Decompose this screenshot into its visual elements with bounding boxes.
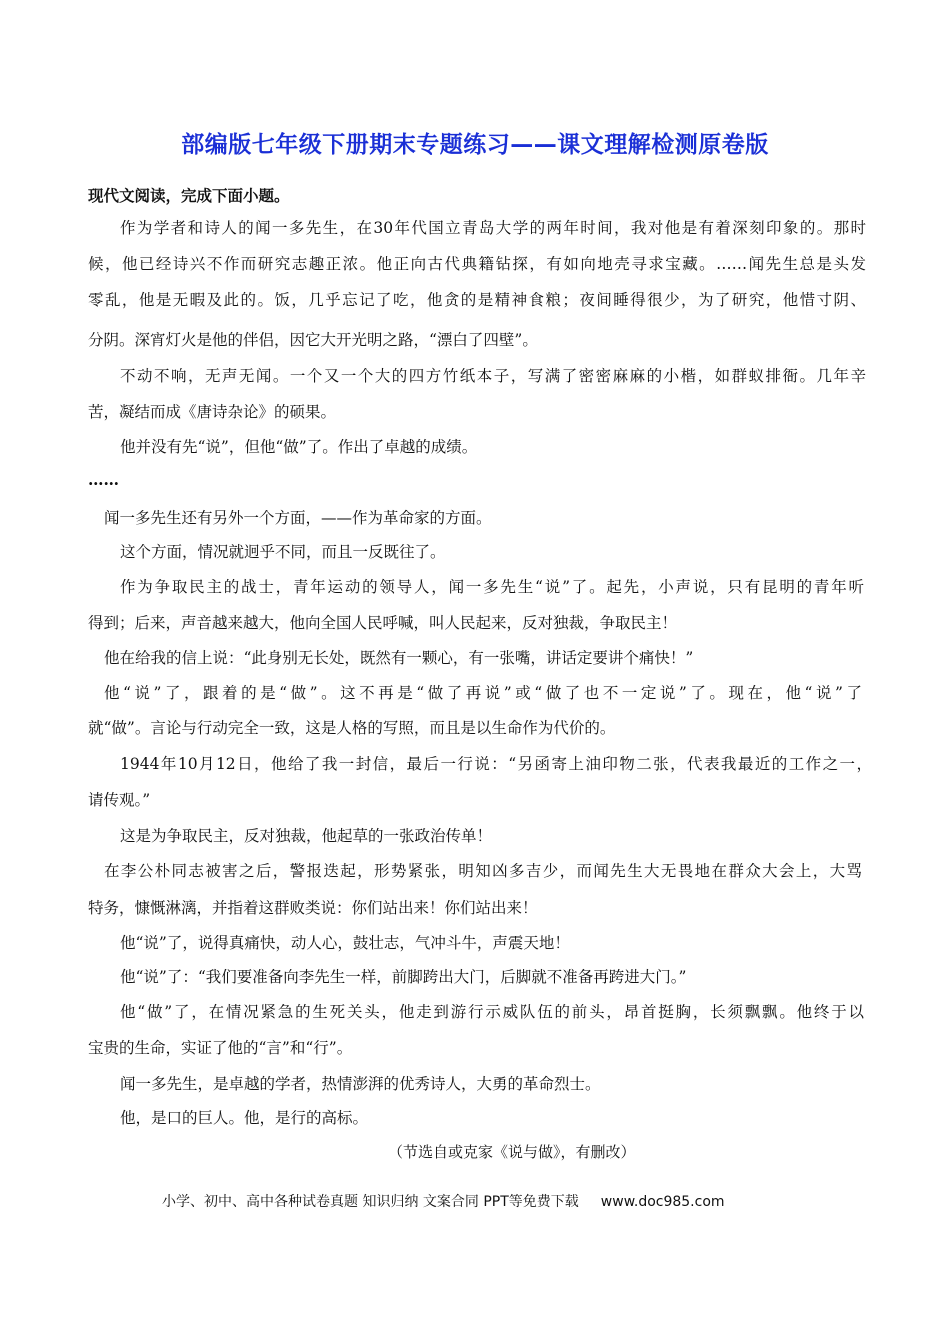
text-line: 得到；后来，声音越来越大，他向全国人民呼喊，叫人民起来，反对独裁，争取民主！ xyxy=(88,614,678,632)
text-line: 他并没有先“说”，但他“做”了。作出了卓越的成绩。 xyxy=(120,438,478,456)
text-line: 他“说”了：“我们要准备向李先生一样，前脚跨出大门，后脚就不准备再跨进大门。” xyxy=(120,968,687,986)
text-line: 他，是口的巨人。他，是行的高标。 xyxy=(120,1109,369,1127)
text-line: 在李公朴同志被害之后，警报迭起，形势紧张，明知凶多吉少，而闻先生大无畏地在群众大会上，大骂 xyxy=(104,862,862,880)
instruction: 现代文阅读，完成下面小题。 xyxy=(88,186,290,205)
source-citation: （节选自或克家《说与做》，有删改） xyxy=(388,1143,636,1161)
page-title: 部编版七年级下册期末专题练习——课文理解检测原卷版 xyxy=(181,132,769,158)
text-line: 苦，凝结而成《唐诗杂论》的硕果。 xyxy=(88,403,337,421)
text-line: 闻一多先生，是卓越的学者，热情澎湃的优秀诗人，大勇的革命烈士。 xyxy=(120,1075,601,1093)
text-line: 宝贵的生命，实证了他的“言”和“行”。 xyxy=(88,1039,353,1057)
footer-text: 小学、初中、高中各种试卷真题 知识归纳 文案合同 PPT等免费下载 xyxy=(162,1194,579,1210)
text-line: 作为争取民主的战士，青年运动的领导人，闻一多先生“说”了。起先，小声说，只有昆明的青年听 xyxy=(120,578,864,596)
text-line: 就“做”。言论与行动完全一致，这是人格的写照，而且是以生命作为代价的。 xyxy=(88,719,616,737)
text-line: 他“做”了，在情况紧急的生死关头，他走到游行示威队伍的前头，昂首挺胸，长须飘飘。他终于以 xyxy=(120,1003,864,1021)
text-line: 这是为争取民主，反对独裁，他起草的一张政治传单！ xyxy=(120,827,493,845)
footer-url[interactable]: www.doc985.com xyxy=(600,1194,725,1210)
text-line: 1944年10月12日，他给了我一封信，最后一行说：“另函寄上油印物二张，代表我最近的工作之一， xyxy=(120,755,872,773)
text-line: 他在给我的信上说：“此身别无长处，既然有一颗心，有一张嘴，讲话定要讲个痛快！” xyxy=(104,649,694,667)
text-line: 零乱，他是无暇及此的。饭，几乎忘记了吃，他贪的是精神食粮；夜间睡得很少，为了研究，他惜寸阴、 xyxy=(88,291,866,309)
text-line: 作为学者和诗人的闻一多先生，在30年代国立青岛大学的两年时间，我对他是有着深刻印象的。那时 xyxy=(120,219,866,237)
footer xyxy=(162,1191,725,1211)
text-line: 请传观。” xyxy=(88,791,151,809)
text-line: 他“说”了，说得真痛快，动人心，鼓壮志，气冲斗牛，声震天地！ xyxy=(120,934,570,952)
text-line: 特务，慷慨淋漓，并指着这群败类说：你们站出来！你们站出来！ xyxy=(88,899,538,917)
ellipsis-line: …… xyxy=(88,470,119,489)
text-line: 候，他已经诗兴不作而研究志趣正浓。他正向古代典籍钻探，有如向地壳寻求宝藏。……闻先生总是头发 xyxy=(88,255,866,273)
text-line: 他“说”了，跟着的是“做”。这不再是“做了再说”或“做了也不一定说”了。现在，他“说”了 xyxy=(104,684,862,702)
text-line: 闻一多先生还有另外一个方面，——作为革命家的方面。 xyxy=(104,509,492,527)
text-line: 这个方面，情况就迥乎不同，而且一反既往了。 xyxy=(120,543,446,561)
text-line: 不动不响，无声无闻。一个又一个大的四方竹纸本子，写满了密密麻麻的小楷，如群蚁排衙。几年辛 xyxy=(120,367,866,385)
text-line: 分阴。深宵灯火是他的伴侣，因它大开光明之路，“漂白了四壁”。 xyxy=(88,331,538,349)
